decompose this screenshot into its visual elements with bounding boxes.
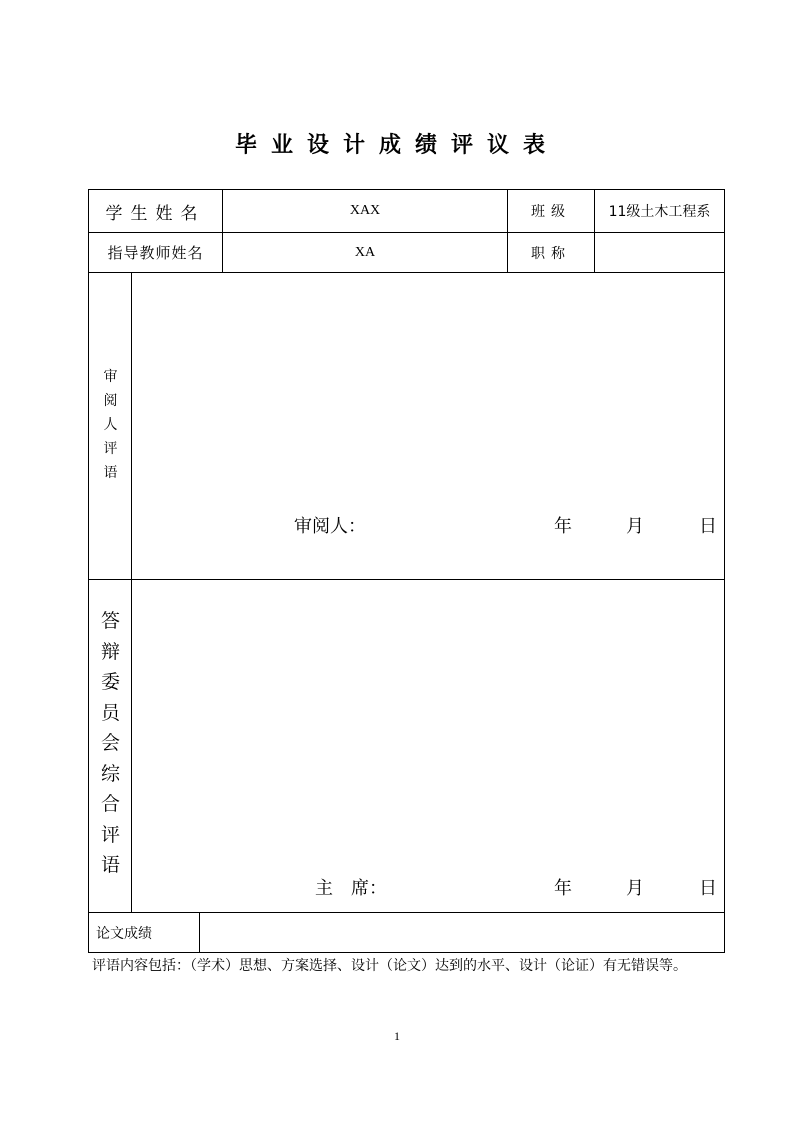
label-char: 语 — [103, 465, 118, 481]
label-char: 辩 — [100, 640, 120, 663]
class-value: 11级土木工程系 — [608, 204, 711, 220]
label-char: 人 — [103, 417, 118, 433]
evaluation-form — [88, 189, 725, 953]
advisor-name-value: XA — [354, 244, 376, 260]
label-char: 评 — [103, 441, 118, 457]
label-char: 阅 — [103, 393, 118, 409]
reviewer-comment-label — [89, 365, 132, 485]
thesis-grade-label: 论文成绩 — [96, 926, 152, 942]
committee-day-label: 日 — [699, 878, 717, 899]
page-title: 毕业设计成绩评议表 — [234, 133, 559, 158]
advisor-name-label: 指导教师姓名 — [107, 244, 204, 262]
class-label: 班级 — [531, 204, 571, 220]
label-char: 委 — [100, 671, 120, 693]
label-char: 综 — [100, 762, 120, 785]
chairman-signature-label: 主 席： — [315, 878, 387, 899]
label-char: 会 — [100, 732, 120, 754]
page-number: 1 — [394, 1029, 400, 1043]
label-char: 答 — [100, 610, 120, 632]
label-char: 审 — [103, 369, 118, 385]
thesis-grade-value — [200, 913, 724, 953]
committee-comment-label — [89, 606, 132, 881]
row-divider — [89, 272, 724, 273]
label-char: 评 — [100, 823, 120, 846]
label-char: 员 — [100, 701, 120, 724]
reviewer-year-label: 年 — [554, 516, 572, 537]
professional-title-label: 职称 — [531, 245, 571, 262]
label-char: 语 — [100, 854, 120, 876]
student-name-label: 学生姓名 — [105, 203, 206, 224]
reviewer-month-label: 月 — [626, 516, 644, 537]
student-name-value: XAX — [349, 203, 381, 218]
row-divider — [89, 579, 724, 580]
committee-month-label: 月 — [626, 878, 644, 899]
evaluation-note: 评语内容包括：（学术）思想、方案选择、设计（论文）达到的水平、设计（论证）有无错误等。 — [92, 958, 687, 974]
reviewer-day-label: 日 — [699, 516, 717, 537]
reviewer-signature-label: 审阅人： — [294, 516, 366, 537]
professional-title-value — [595, 233, 724, 272]
label-char: 合 — [100, 793, 120, 815]
committee-year-label: 年 — [554, 878, 572, 899]
